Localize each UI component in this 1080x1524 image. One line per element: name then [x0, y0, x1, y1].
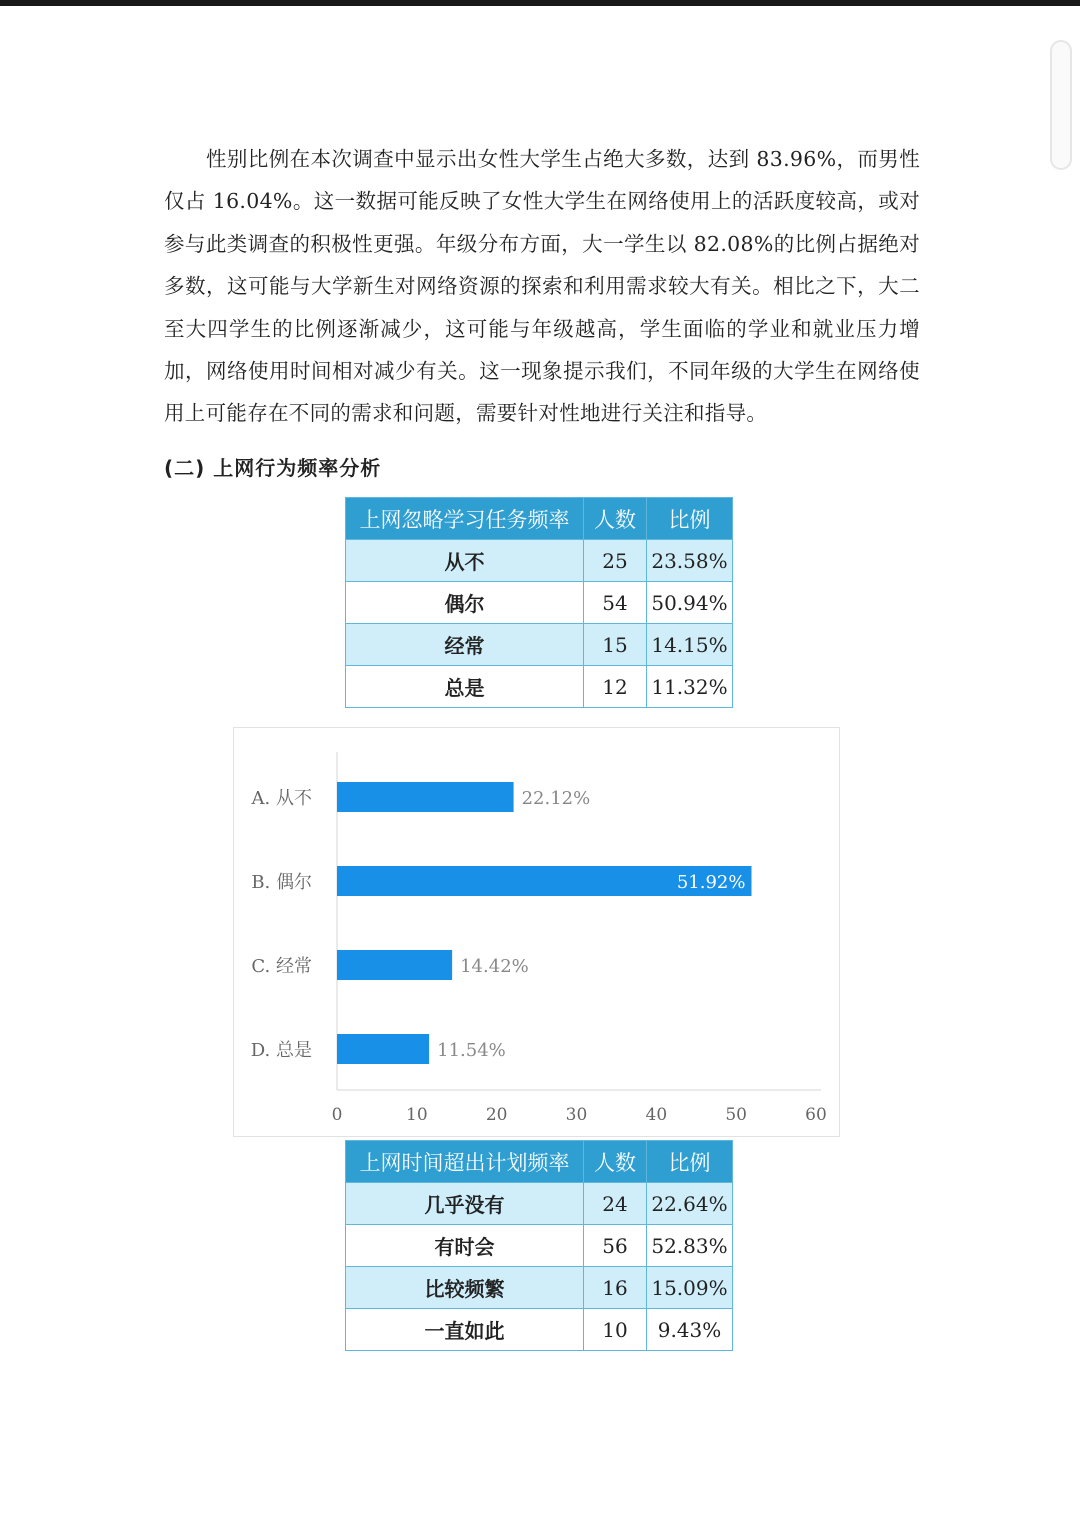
- table-header-row: [346, 498, 733, 540]
- row-count: 16: [584, 1267, 647, 1309]
- row-ratio: 11.32%: [647, 666, 733, 708]
- category-label: A. 从不: [251, 788, 312, 809]
- x-tick-label: 60: [805, 1105, 827, 1125]
- frequency-bar-chart: [233, 727, 840, 1137]
- category-label: C. 经常: [251, 956, 312, 977]
- bar: [337, 1034, 429, 1064]
- bar: [337, 782, 514, 812]
- data-label: 51.92%: [676, 872, 746, 893]
- data-label: 11.54%: [437, 1040, 506, 1061]
- row-label: 从不: [346, 540, 584, 582]
- table-row: [346, 540, 733, 582]
- row-count: 15: [584, 624, 647, 666]
- x-tick-label: 50: [725, 1105, 747, 1125]
- ignore-study-frequency-table: [345, 497, 733, 708]
- row-ratio: 15.09%: [647, 1267, 733, 1309]
- row-label: 经常: [346, 624, 584, 666]
- row-count: 12: [584, 666, 647, 708]
- row-label: 一直如此: [346, 1309, 584, 1351]
- over-plan-frequency-table: [345, 1140, 733, 1351]
- table-row: [346, 666, 733, 708]
- category-label: B. 偶尔: [251, 872, 312, 893]
- table-row: [346, 624, 733, 666]
- row-count: 24: [584, 1183, 647, 1225]
- table-row: [346, 1309, 733, 1351]
- row-count: 10: [584, 1309, 647, 1351]
- scrollbar[interactable]: [1050, 40, 1072, 170]
- x-tick-label: 30: [565, 1105, 588, 1125]
- x-tick-label: 0: [331, 1105, 343, 1125]
- x-tick-label: 40: [645, 1105, 668, 1125]
- row-count: 25: [584, 540, 647, 582]
- header-count: 人数: [584, 1141, 647, 1183]
- header-count: 人数: [584, 498, 647, 540]
- row-label: 总是: [346, 666, 584, 708]
- table-row: [346, 582, 733, 624]
- header-frequency: 上网时间超出计划频率: [346, 1141, 584, 1183]
- header-ratio: 比例: [647, 498, 733, 540]
- bar: [337, 950, 452, 980]
- data-label: 22.12%: [521, 788, 591, 809]
- header-frequency: 上网忽略学习任务频率: [346, 498, 584, 540]
- chart-svg: [234, 728, 841, 1138]
- table-row: [346, 1183, 733, 1225]
- body-paragraph: 性别比例在本次调查中显示出女性大学生占绝大多数，达到 83.96%，而男性仅占 16.04%。这一数据可能反映了女性大学生在网络使用上的活跃度较高，或对参与此类调查的积极性更强。年级分布方面，大一学生以 82.08%的比例占据绝对多数，这可能与大学新生对网络资源的探索和利用需求较大有关。相比之下，大二至大四学生的比例逐渐减少，这可能与年级越高，学生面临的学业和就业压力增加，网络使用时间相对减少有关。这一现象提示我们，不同年级的大学生在网络使用上可能存在不同的需求和问题，需要针对性地进行关注和指导。: [164, 147, 920, 426]
- category-label: D. 总是: [250, 1040, 312, 1061]
- row-label: 几乎没有: [346, 1183, 584, 1225]
- row-ratio: 52.83%: [647, 1225, 733, 1267]
- section-heading: (二) 上网行为频率分析: [164, 456, 382, 480]
- row-count: 54: [584, 582, 647, 624]
- row-ratio: 23.58%: [647, 540, 733, 582]
- row-ratio: 14.15%: [647, 624, 733, 666]
- table-row: [346, 1225, 733, 1267]
- header-ratio: 比例: [647, 1141, 733, 1183]
- row-label: 比较频繁: [346, 1267, 584, 1309]
- x-tick-label: 20: [485, 1105, 508, 1125]
- table-header-row: [346, 1141, 733, 1183]
- row-ratio: 50.94%: [647, 582, 733, 624]
- top-bar: [0, 0, 1080, 6]
- x-tick-label: 10: [406, 1105, 428, 1125]
- data-label: 14.42%: [460, 956, 529, 977]
- row-ratio: 9.43%: [647, 1309, 733, 1351]
- row-label: 有时会: [346, 1225, 584, 1267]
- table-row: [346, 1267, 733, 1309]
- row-count: 56: [584, 1225, 647, 1267]
- row-ratio: 22.64%: [647, 1183, 733, 1225]
- row-label: 偶尔: [346, 582, 584, 624]
